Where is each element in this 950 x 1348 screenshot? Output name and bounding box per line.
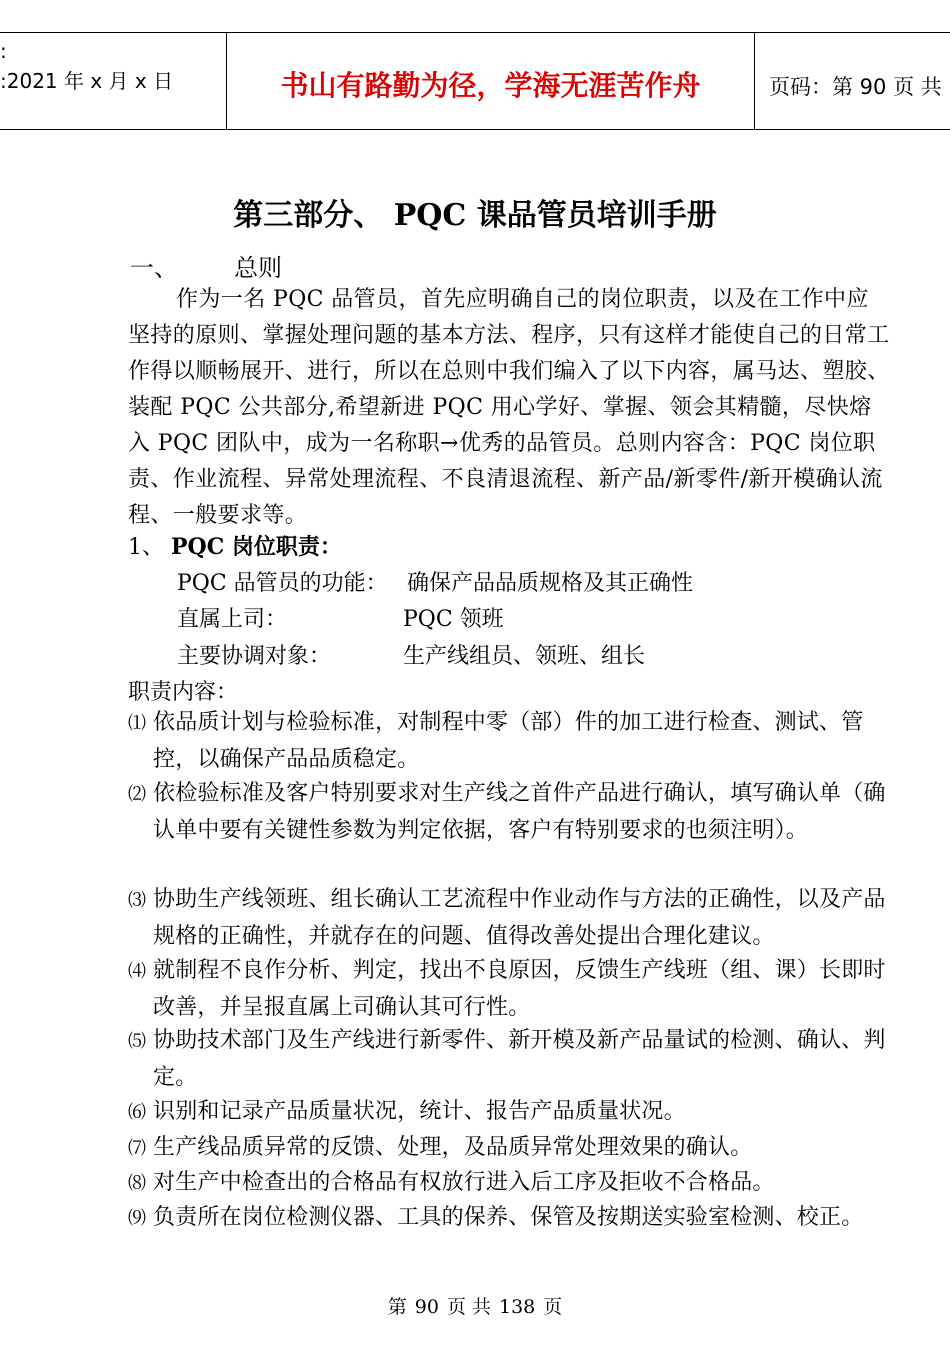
- role-supervisor-value: PQC 领班: [403, 607, 504, 632]
- duty-number: ⑻: [128, 1173, 147, 1194]
- role-coordination-label: 主要协调对象：: [177, 644, 332, 669]
- duty-number: ⑹: [128, 1102, 147, 1123]
- duties-label: 职责内容：: [128, 680, 239, 705]
- header-motto-cell: [227, 33, 755, 129]
- duty-item: [128, 1130, 890, 1167]
- role-coordination-row: [177, 639, 646, 670]
- subsection-title: PQC 岗位职责：: [171, 534, 342, 560]
- footer-prefix: 第: [387, 1296, 407, 1318]
- footer-page-number: 90: [414, 1296, 439, 1318]
- duty-number: ⑶: [128, 890, 147, 911]
- duty-item: [128, 882, 890, 955]
- duty-text: 依检验标准及客户特别要求对生产线之首件产品进行确认，填写确认单（确认单中要有关键性参数为判定依据，客户有特别要求的也须注明）。: [153, 781, 886, 843]
- subsection-heading: [128, 530, 342, 561]
- duty-text: 协助生产线领班、组长确认工艺流程中作业动作与方法的正确性，以及产品规格的正确性，并就存在的问题、值得改善处提出合理化建议。: [153, 887, 886, 949]
- header-page-info: 页码：第 90 页 共: [769, 75, 942, 99]
- duty-text: 协助技术部门及生产线进行新零件、新开模及新产品量试的检测、确认、判定。: [153, 1028, 886, 1090]
- header-motto: 书山有路勤为径，学海无涯苦作舟: [280, 69, 701, 102]
- intro-paragraph: 作为一名 PQC 品管员，首先应明确自己的岗位职责，以及在工作中应坚持的原则、掌握处理问题的基本方法、程序，只有这样才能使自己的日常工作得以顺畅展开、进行，所以在总则中我们编入了以下内容，属马达、塑胶、装配 PQC 公共部分,希望新进 PQC 用心学好、掌握、领会其精髓，尽快熔入 PQC 团队中，成为一名称职→优秀的品管员。总则内容含：PQC 岗位职责、作业流程、异常处理流程、不良清退流程、新产品/新零件/新开模确认流程、一般要求等。: [128, 287, 890, 528]
- footer-middle: 页 共: [446, 1296, 491, 1318]
- page-header: [0, 32, 950, 130]
- page-footer: [0, 1292, 950, 1319]
- duty-item: [128, 953, 890, 1026]
- duty-item: [128, 1200, 890, 1237]
- footer-total-pages: 138: [498, 1296, 536, 1318]
- duty-number: ⑼: [128, 1208, 147, 1229]
- duty-number: ⑸: [128, 1031, 147, 1052]
- header-left-line1: :: [0, 39, 7, 63]
- duty-text: 生产线品质异常的反馈、处理，及品质异常处理效果的确认。: [153, 1135, 753, 1160]
- duty-text: 对生产中检查出的合格品有权放行进入后工序及拒收不合格品。: [153, 1170, 775, 1195]
- duty-item: [128, 705, 890, 778]
- duty-item: [128, 1094, 890, 1131]
- duty-number: ⑴: [128, 713, 147, 734]
- footer-suffix: 页: [543, 1296, 563, 1318]
- duty-number: ⑵: [128, 784, 147, 805]
- section-number: 一、: [130, 254, 178, 282]
- role-function-value: 确保产品品质规格及其正确性: [407, 571, 694, 596]
- role-supervisor-row: [177, 602, 504, 633]
- header-date-cell: [0, 33, 227, 129]
- duty-number: ⑺: [128, 1138, 147, 1159]
- header-date: :2021 年 x 月 x 日: [0, 69, 174, 93]
- duty-item: [128, 1023, 890, 1096]
- header-page-cell: [755, 33, 950, 129]
- section-title: 总则: [234, 254, 282, 282]
- subsection-number: 1、: [128, 535, 164, 560]
- duty-text: 就制程不良作分析、判定，找出不良原因，反馈生产线班（组、课）长即时改善，并呈报直属上司确认其可行性。: [153, 958, 886, 1020]
- section-heading: [130, 248, 282, 283]
- role-coordination-value: 生产线组员、领班、组长: [403, 644, 646, 669]
- duty-text: 依品质计划与检验标准，对制程中零（部）件的加工进行检查、测试、管控，以确保产品品质稳定。: [153, 710, 864, 772]
- role-supervisor-label: 直属上司：: [177, 607, 288, 632]
- role-function-label: PQC 品管员的功能：: [177, 571, 388, 596]
- document-title: 第三部分、 PQC 课品管员培训手册: [233, 198, 717, 233]
- duty-number: ⑷: [128, 961, 147, 982]
- duty-text: 负责所在岗位检测仪器、工具的保养、保管及按期送实验室检测、校正。: [153, 1205, 864, 1230]
- duty-text: 识别和记录产品质量状况，统计、报告产品质量状况。: [153, 1099, 686, 1124]
- duty-item: [128, 1165, 890, 1202]
- duty-item: [128, 776, 890, 849]
- role-function-row: [177, 566, 694, 597]
